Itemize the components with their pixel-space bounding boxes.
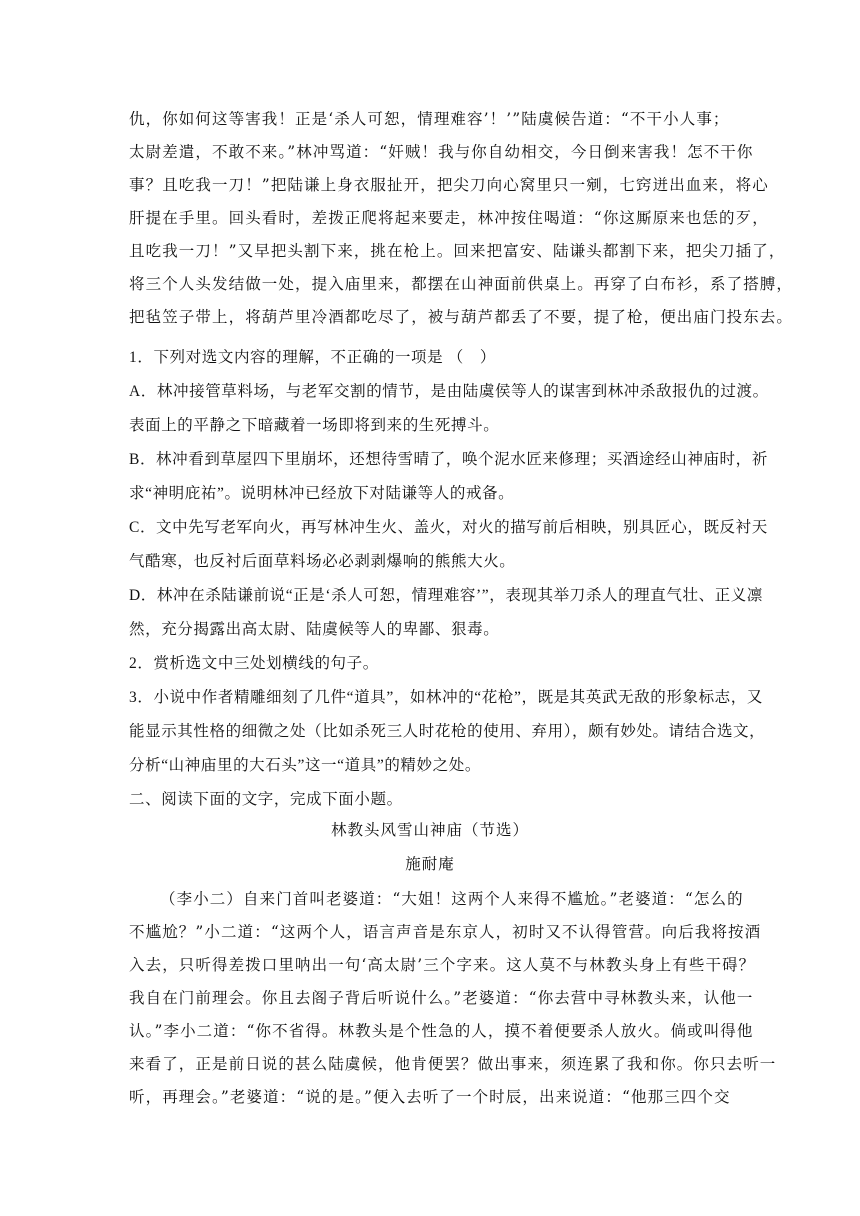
question-3-line: 能显示其性格的细微之处（比如杀死三人时花枪的使用、弃用），颇有妙处。请结合选文， xyxy=(129,723,766,740)
passage-1-line: 将三个人头发结做一处，提入庙里来，都摆在山神面前供桌上。再穿了白布衫，系了搭膊， xyxy=(129,275,794,293)
option-b-line: B．林冲看到草屋四下里崩坏，还想待雪晴了，唤个泥水匠来修理；买酒途经山神庙时，祈 xyxy=(129,451,768,468)
passage-2-line: 来看了，正是前日说的甚么陆虞候，他肯便罢？做出事来，须连累了我和你。你只去听一 xyxy=(129,1055,777,1073)
passage-1-line: 肝提在手里。回头看时，差拨正爬将起来要走，林冲按住喝道：“你这厮原来也恁的歹， xyxy=(129,209,769,227)
option-d-line: 然，充分揭露出高太尉、陆虞候等人的卑鄙、狠毒。 xyxy=(129,621,500,638)
section-2-heading: 二、阅读下面的文字，完成下面小题。 xyxy=(129,791,403,808)
passage-1-line: 事？且吃我一刀！”把陆谦上身衣服扯开，把尖刀向心窝里只一剜，七窍迸出血来，将心 xyxy=(129,176,769,194)
option-c-line: C．文中先写老军向火，再写林冲生火、盖火，对火的描写前后相映，别具匠心，既反衬天 xyxy=(129,519,768,536)
passage-2-line: 认。”李小二道：“你不省得。林教头是个性急的人，摸不着便要杀人放火。倘或叫得他 xyxy=(129,1022,754,1040)
passage-2-line: 我自在门前理会。你且去阁子背后听说什么。”老婆道：“你去营中寻林教头来，认他一 xyxy=(129,989,754,1007)
question-3-line: 分析“山神庙里的大石头”这一“道具”的精妙之处。 xyxy=(129,757,481,774)
option-a-line: A．林冲接管草料场，与老军交割的情节，是由陆虞侯等人的谋害到林冲杀敌报仇的过渡。 xyxy=(129,383,769,400)
passage-1-line: 且吃我一刀！”又早把头割下来，挑在枪上。回来把富安、陆谦头都割下来，把尖刀插了， xyxy=(129,242,786,260)
passage-2-line: 不尴尬？”小二道：“这两个人，语言声音是东京人，初时又不认得管营。向后我将按酒 xyxy=(129,923,762,941)
passage-2-line: 入去，只听得差拨口里呐出一句‘高太尉’三个字来。这人莫不与林教头身上有些干碍？ xyxy=(129,956,756,974)
question-2: 2．赏析选文中三处划横线的句子。 xyxy=(129,655,379,672)
option-d-line: D．林冲在杀陆谦前说“正是‘杀人可恕，情理难容’”，表现其举刀杀人的理直气壮、正义凛 xyxy=(129,587,763,604)
passage-1-line: 太尉差遣，不敢不来。”林冲骂道：“奸贼！我与你自幼相交，今日倒来害我！怎不干你 xyxy=(129,143,754,161)
passage-2-line: （李小二）自来门首叫老婆道：“大姐！这两个人来得不尴尬。”老婆道：“怎么的 xyxy=(160,890,744,908)
passage-2-text xyxy=(129,883,777,1114)
passage-1-line: 仇，你如何这等害我！正是‘杀人可恕，情理难容’！’”陆虞候告道：“不干小人事； xyxy=(129,110,730,128)
question-1-stem: 1．下列对选文内容的理解，不正确的一项是 （ ） xyxy=(129,349,497,366)
option-a-line: 表面上的平静之下暗藏着一场即将到来的生死搏斗。 xyxy=(129,417,500,434)
passage-2-title: 林教头风雪山神庙（节选） xyxy=(330,821,529,839)
question-3-line: 3．小说中作者精雕细刻了几件“道具”，如林冲的“花枪”，既是其英武无敌的形象标志，又 xyxy=(129,689,763,706)
questions-section xyxy=(129,341,769,817)
passage-1-text xyxy=(129,103,794,334)
option-c-line: 气酷寒，也反衬后面草料场必必剥剥爆响的熊熊大火。 xyxy=(129,553,516,570)
passage-1-line: 把毡笠子带上，将葫芦里冷酒都吃尽了，被与葫芦都丢了不要，提了枪，便出庙门投东去。 xyxy=(129,308,794,326)
option-b-line: 求“神明庇祐”。说明林冲已经放下对陆谦等人的戒备。 xyxy=(129,485,515,502)
passage-2-author: 施耐庵 xyxy=(405,855,455,873)
passage-2-line: 听，再理会。”老婆道：“说的是。”便入去听了一个时辰，出来说道：“他那三四个交 xyxy=(129,1088,731,1106)
